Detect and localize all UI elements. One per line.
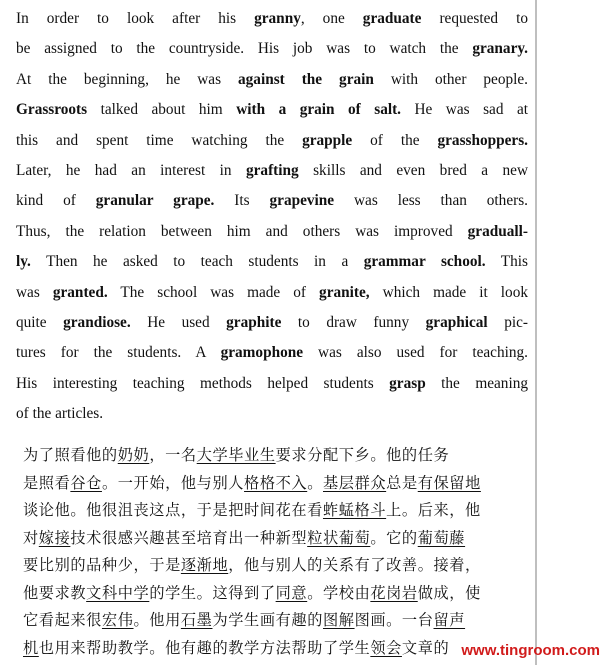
bold-term: granite, [319,283,370,301]
text-run: 的学生。这得到了 [149,583,276,602]
english-line [16,338,528,368]
bold-term: grasp [389,374,426,392]
english-line [16,4,528,34]
underlined-term: 石墨 [180,611,213,629]
text-run: Its [214,192,270,210]
text-run: Later, he had an interest in [16,161,246,179]
text-run: 要比别的品种少，于是 [23,556,181,574]
bold-term: grapple [302,131,353,149]
text-run: 做成，使 [417,583,481,602]
chinese-line [23,442,533,470]
text-run: to draw funny [281,313,426,331]
text-run: The school was made of [107,283,320,301]
bold-term: granted. [52,283,108,301]
english-passage [16,4,528,429]
text-run: of the articles. [16,405,104,423]
text-run: tures for the students. A [16,344,221,362]
chinese-line [23,635,533,663]
english-line [16,156,528,186]
bold-term: graduall- [467,222,528,240]
english-line [16,65,528,95]
text-run: 也用来帮助教学。他有趣的教学方法帮助了学生 [38,638,371,657]
text-run: ，他与别人的关系有了改善。接着， [228,556,481,574]
text-run: He used [130,313,227,331]
text-run: 。一开始，他与别人 [101,473,245,492]
underlined-term: 宏伟 [101,611,134,629]
text-run: His interesting teaching methods helped students [16,374,390,392]
text-run: 技术很感兴趣甚至培育出一种新型 [70,528,308,547]
english-line [16,126,528,156]
bold-term: grapevine [269,192,335,210]
text-run: was less than others. [334,192,528,210]
english-line [16,247,528,277]
bold-term: graphite [226,313,282,331]
page-edge-rule [535,0,537,665]
underlined-term: 文科中学 [86,583,150,602]
underlined-term: 有保留地 [417,473,481,492]
text-run: talked about him [87,101,237,119]
text-run: of the [352,131,438,149]
text-run: 。它的 [370,528,418,547]
bold-term: grammar school. [363,253,486,271]
underlined-term: 蚱蜢 [322,501,355,519]
text-run: quite [16,313,64,331]
bold-term: grafting [245,161,299,179]
underlined-term: 基层群众 [323,473,387,492]
underlined-term: 大学毕业生 [196,446,276,464]
chinese-line [23,580,533,608]
text-run: kind of [16,192,96,210]
english-line [16,308,528,338]
english-line [16,186,528,216]
underlined-term: 花岗岩 [370,583,418,602]
english-line [16,278,528,308]
text-run: 它看起来很 [23,611,102,629]
text-run: was [16,283,53,301]
chinese-line [23,552,533,580]
text-run: He was sad at [401,101,528,119]
text-run: Thus, the relation between him and others was improved [16,222,468,240]
text-run: this and spent time watching the [16,131,303,149]
watermark: www.tingroom.com [461,642,600,659]
bold-term: graduate [362,10,422,27]
underlined-term: 机 [23,638,39,657]
text-run: , one [300,10,363,27]
text-run: 要求分配下乡。他的任务 [275,446,450,464]
text-run: 谈论他。他很沮丧这点，于是把时间花在看 [23,501,323,519]
text-run: 。学校由 [307,583,371,602]
text-run: 上。后来，他 [386,501,481,519]
text-run: with other people. [373,70,528,88]
bold-term: granary. [472,40,528,58]
text-run: This [485,253,528,271]
underlined-term: 同意 [275,583,308,602]
text-run: pic- [487,313,528,331]
english-line [16,95,528,125]
chinese-line [23,497,533,525]
text-run: requested to [421,10,528,27]
english-line [16,34,528,64]
text-run: 。他用 [133,611,181,629]
text-run: 他要求教 [23,583,87,602]
text-run: At the beginning, he was [16,70,238,88]
bold-term: granny [254,10,301,27]
text-run: the meaning [425,374,528,392]
underlined-term: 葡萄 [338,528,371,547]
underlined-term: 谷仓 [70,473,102,492]
chinese-line [23,470,533,498]
english-line [16,217,528,247]
underlined-term: 领会 [370,638,402,657]
underlined-term: 葡萄藤 [417,528,466,547]
bold-term: grasshoppers. [437,131,528,149]
text-run: be assigned to the countryside. His job was to watch the [16,40,473,58]
underlined-term: 嫁接 [38,528,71,547]
text-run: 为学生画有趣的 [212,611,323,629]
text-run: 图画。一台 [354,611,434,629]
bold-term: gramophone [220,344,304,362]
underlined-term: 格格不入 [244,473,308,492]
underlined-term: 格斗 [354,501,387,519]
text-run: 文章的 [401,638,450,657]
underlined-term: 留声 [433,611,466,629]
text-run: ，一名 [149,446,197,464]
bold-term: granular grape. [95,192,215,210]
english-line [16,399,528,429]
bold-term: ly. [16,253,31,271]
underlined-term: 逐渐地 [180,556,229,574]
bold-term: Grassroots [16,101,88,119]
bold-term: graphical [425,313,488,331]
chinese-line [23,525,533,553]
text-run: 为了照看他的 [23,446,118,464]
chinese-line [23,607,533,635]
text-run: 是照看 [23,473,71,492]
text-run: which made it look [369,283,528,301]
underlined-term: 奶奶 [117,446,150,464]
text-run: skills and even bred a new [298,161,528,179]
bold-term: grandiose. [63,313,131,331]
bold-term: against the grain [238,70,374,88]
text-run: 。 [307,473,323,492]
text-run: In order to look after his [16,10,255,27]
text-run: was also used for teaching. [303,344,528,362]
text-run: 对 [23,528,39,547]
english-line [16,369,528,399]
chinese-translation [23,442,533,662]
bold-term: with a grain of salt. [236,101,402,119]
underlined-term: 图解 [322,611,355,629]
underlined-term: 粒状 [307,528,339,547]
text-run: Then he asked to teach students in a [30,253,364,271]
text-run: 总是 [386,473,418,492]
